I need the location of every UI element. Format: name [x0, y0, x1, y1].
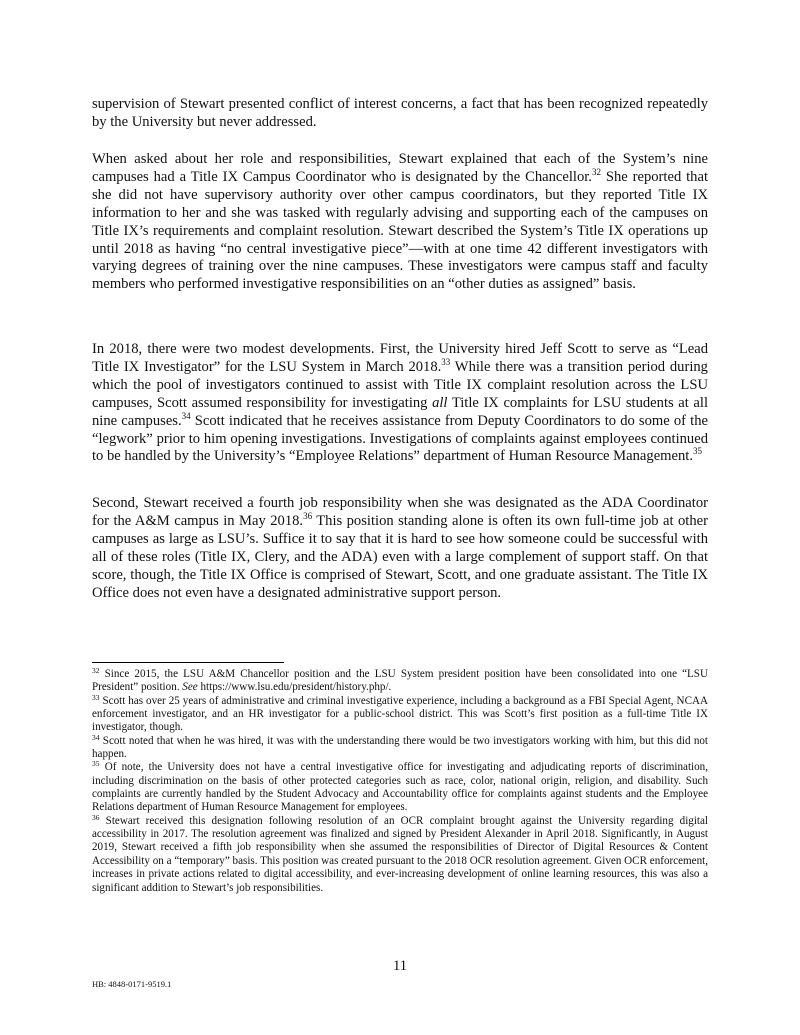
footnote-35 — [92, 761, 708, 814]
text: supervision of Stewart presented conflict of interest concerns, a fact that has been recognized repeatedly by the University but never addressed. — [92, 96, 708, 130]
footnote-ref[interactable]: 34 — [181, 410, 191, 421]
footnote-32 — [92, 668, 708, 695]
footnote-34 — [92, 732, 708, 762]
footnotes — [92, 668, 708, 895]
footnote-number: 32 — [92, 666, 100, 675]
footnote-number: 35 — [92, 759, 100, 769]
text: Scott noted that when he was hired, it was with the understanding there would be two investigators working with him, but this did not happen. — [92, 734, 708, 761]
paragraph-1 — [92, 96, 708, 132]
footnote-33 — [92, 692, 708, 735]
text: Stewart received this designation following resolution of an OCR complaint brought against the University regarding digital accessibility in 2017. The resolution agreement was finalized and signed by President Alexander in April 2018. Significantly, in August 2019, Stewart received a fifth job responsibility when she assumed the responsibilities of Director of Digital Resources & Content Accessibility on a “temporary” basis. This position was created pursuant to the 2018 OCR resolution agreement. Given OCR enforcement, increases in private actions related to digital accessibility, and ever-increasing development of online learning resources, this was also a significant addition to Stewart’s job responsibilities. — [92, 814, 708, 894]
footnote-ref[interactable]: 33 — [441, 356, 451, 367]
document-id: HB: 4848-0171-9519.1 — [92, 979, 172, 989]
footnote-number: 34 — [92, 732, 100, 742]
page-number: 11 — [392, 958, 408, 974]
text: Second, Stewart received a fourth job responsibility when she was designated as the ADA Coordinator for the A&M campus in May 2018. — [92, 495, 708, 529]
footnote-number: 33 — [92, 692, 100, 702]
text: While there was a transition period during which the pool of investigators continued to assist with Title IX complaint resolution across the LSU campuses, Scott assumed responsibility for investigating — [92, 358, 708, 411]
text: She reported that she did not have supervisory authority over other campus coordinators, but they reported Title IX information to her and she was tasked with regularly advising and supporting each of the campuses on Title IX’s requirements and complaint resolution. Stewart described the System’s Title IX operations up until 2018 as having “no central investigative piece”—with at one time 42 different investigators with varying degrees of training over the nine campuses. These investigators were campus staff and faculty members who performed investigative responsibilities on an “other duties as assigned” basis. — [92, 168, 709, 293]
text: Title IX complaints for LSU students at all nine campuses. — [92, 394, 708, 429]
footnote-separator — [92, 662, 284, 663]
footnote-36 — [92, 812, 708, 895]
text: Scott has over 25 years of administrative and criminal investigative experience, including a background as a FBI Special Agent, NCAA enforcement investigator, and an HR investigator for a public-school district. This was Scott’s first position as a full-time Title IX investigator, though. — [92, 694, 708, 734]
paragraph-2 — [92, 151, 708, 294]
footnote-ref[interactable]: 35 — [693, 446, 703, 457]
text: When asked about her role and responsibilities, Stewart explained that each of the System’s nine campuses had a Title IX Campus Coordinator who is designated by the Chancellor. — [92, 151, 708, 185]
emphasis-text: See — [182, 681, 198, 694]
url-text: https://www.lsu.edu/president/history.php/. — [197, 681, 392, 694]
text: This position standing alone is often its own full-time job at other campuses as large as LSU’s. Suffice it to say that it is hard to see how someone could be successful with all of these roles (Title IX, Clery, and the ADA) even with a large complement of support staff. On that score, though, the Title IX Office is comprised of Stewart, Scott, and one graduate assistant. The Title IX Office does not even have a designated administrative support person. — [92, 512, 708, 601]
emphasis-text: all — [432, 394, 448, 411]
text: Since 2015, the LSU A&M Chancellor position and the LSU System president position have been consolidated into one “LSU President” position. — [92, 668, 708, 694]
footnote-ref[interactable]: 32 — [591, 166, 601, 177]
footnote-ref[interactable]: 36 — [303, 510, 313, 521]
text: Scott indicated that he receives assistance from Deputy Coordinators to do some of the “legwork” prior to him opening investigations. Investigations of complaints against employees continued to be handled by the University’s “Employee Relations” department of Human Resource Management. — [92, 412, 708, 465]
footnote-number: 36 — [92, 812, 100, 822]
text: Of note, the University does not have a central investigative office for investigating and adjudicating reports of discrimination, including discrimination on the basis of other protected categories such as race, color, national origin, religion, and disability. Such complaints are currently handled by the Student Advocacy and Accountability office for complaints against students and the Employee Relations department of Human Resource Management for employees. — [92, 761, 708, 814]
text: In 2018, there were two modest developments. First, the University hired Jeff Scott to serve as “Lead Title IX Investigator” for the LSU System in March 2018. — [92, 341, 708, 375]
paragraph-4 — [92, 495, 708, 602]
paragraph-3 — [92, 341, 708, 466]
